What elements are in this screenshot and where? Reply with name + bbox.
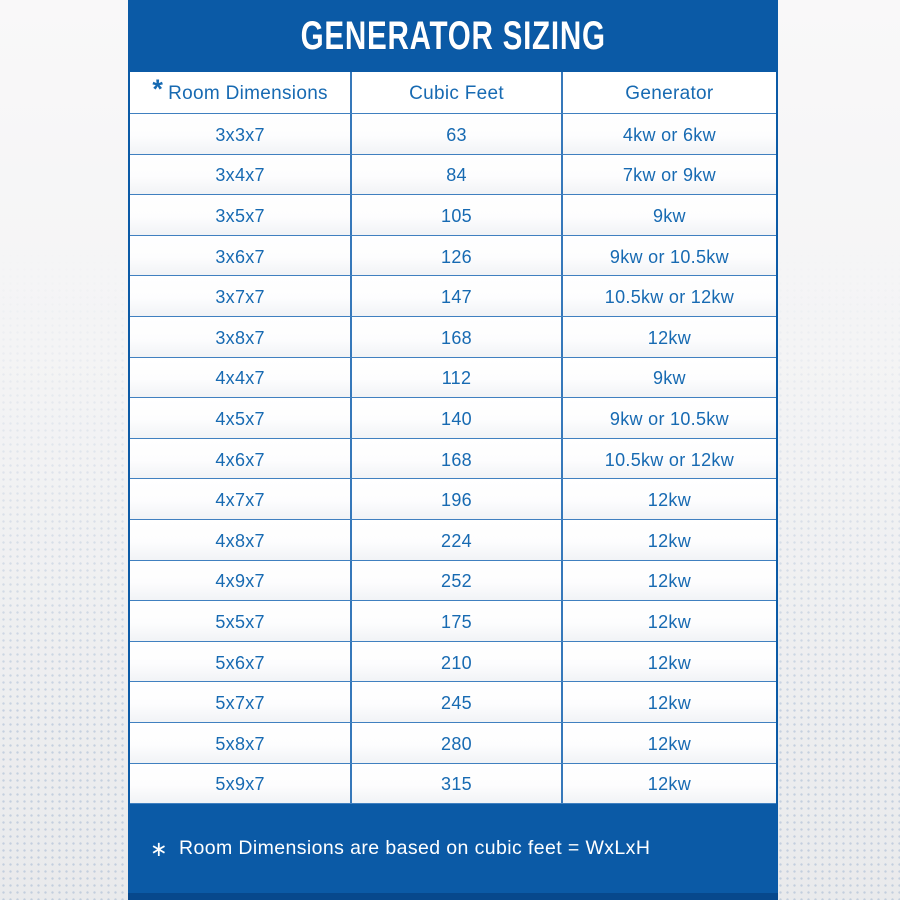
cell-room-dimensions: 3x8x7 [130,317,352,357]
cell-generator: 7kw or 9kw [622,165,716,186]
footer-area [128,804,778,893]
table-row [130,642,776,683]
cell-cubic-feet: 84 [352,155,563,195]
cell-generator: 9kw or 10.5kw [609,408,729,429]
table-row [130,682,776,723]
cell-room-dimensions: 3x5x7 [130,195,352,235]
cell-generator: 12kw [647,693,692,714]
cell-generator: 12kw [647,490,692,511]
column-header-label: Room Dimensions [168,83,328,104]
cell-room-dimensions: 3x3x7 [130,114,352,154]
generator-sizing-table [128,72,778,804]
cell-generator: 12kw [647,652,692,673]
cell-generator: 10.5kw or 12kw [604,449,735,470]
cell-room-dimensions: 5x9x7 [130,764,352,804]
table-row [130,439,776,480]
cell-cubic-feet: 245 [352,682,563,722]
table-row [130,601,776,642]
cell-generator: 12kw [647,733,692,754]
table-row [130,114,776,155]
table-row [130,236,776,277]
table-row [130,561,776,602]
cell-cubic-feet: 147 [352,276,563,316]
cell-room-dimensions: 3x4x7 [130,155,352,195]
cell-cubic-feet: 140 [352,398,563,438]
cell-cubic-feet: 252 [352,561,563,601]
cell-cubic-feet: 210 [352,642,563,682]
footnote [128,837,778,860]
cell-room-dimensions: 5x8x7 [130,723,352,763]
cell-cubic-feet: 224 [352,520,563,560]
cell-cubic-feet: 280 [352,723,563,763]
cell-room-dimensions: 4x5x7 [130,398,352,438]
cell-cubic-feet: 168 [352,439,563,479]
cell-generator: 10.5kw or 12kw [604,287,735,308]
table-row [130,723,776,764]
cell-generator: 9kw or 10.5kw [609,246,729,267]
column-header-label: Generator [625,83,714,104]
table-row [130,317,776,358]
cell-generator: 12kw [647,571,692,592]
cell-cubic-feet: 168 [352,317,563,357]
cell-cubic-feet: 315 [352,764,563,804]
cell-generator: 9kw [652,205,686,226]
cell-room-dimensions: 4x8x7 [130,520,352,560]
generator-sizing-panel [128,0,778,900]
cell-generator: 4kw or 6kw [622,124,716,145]
cell-cubic-feet: 105 [352,195,563,235]
cell-generator: 12kw [647,327,692,348]
cell-room-dimensions: 4x7x7 [130,479,352,519]
cell-generator: 9kw [652,368,686,389]
header-cell-generator [563,72,776,113]
footnote-text: Room Dimensions are based on cubic feet = WxLxH [179,837,651,859]
cell-generator: 12kw [647,611,692,632]
cell-room-dimensions: 4x6x7 [130,439,352,479]
cell-room-dimensions: 5x6x7 [130,642,352,682]
table-row [130,764,776,805]
table-row [130,398,776,439]
cell-cubic-feet: 196 [352,479,563,519]
cell-generator: 12kw [647,530,692,551]
table-row [130,479,776,520]
cell-room-dimensions: 3x6x7 [130,236,352,276]
cell-cubic-feet: 126 [352,236,563,276]
table-header-row [130,72,776,114]
cell-cubic-feet: 175 [352,601,563,641]
column-header-label: Cubic Feet [409,83,504,104]
title-bar [128,0,778,72]
table-row [130,276,776,317]
cell-room-dimensions: 5x7x7 [130,682,352,722]
asterisk-icon: ∗ [150,838,168,861]
page-title: GENERATOR SIZING [300,13,606,58]
cell-room-dimensions: 4x4x7 [130,358,352,398]
header-cell-cubic-feet [352,72,563,113]
table-row [130,155,776,196]
bottom-strip [128,893,778,900]
cell-room-dimensions: 5x5x7 [130,601,352,641]
table-row [130,520,776,561]
cell-cubic-feet: 63 [352,114,563,154]
table-row [130,195,776,236]
cell-generator: 12kw [647,774,692,795]
table-row [130,358,776,399]
cell-cubic-feet: 112 [352,358,563,398]
cell-room-dimensions: 4x9x7 [130,561,352,601]
cell-room-dimensions: 3x7x7 [130,276,352,316]
header-cell-room-dimensions: * Room Dimensions [130,72,352,113]
